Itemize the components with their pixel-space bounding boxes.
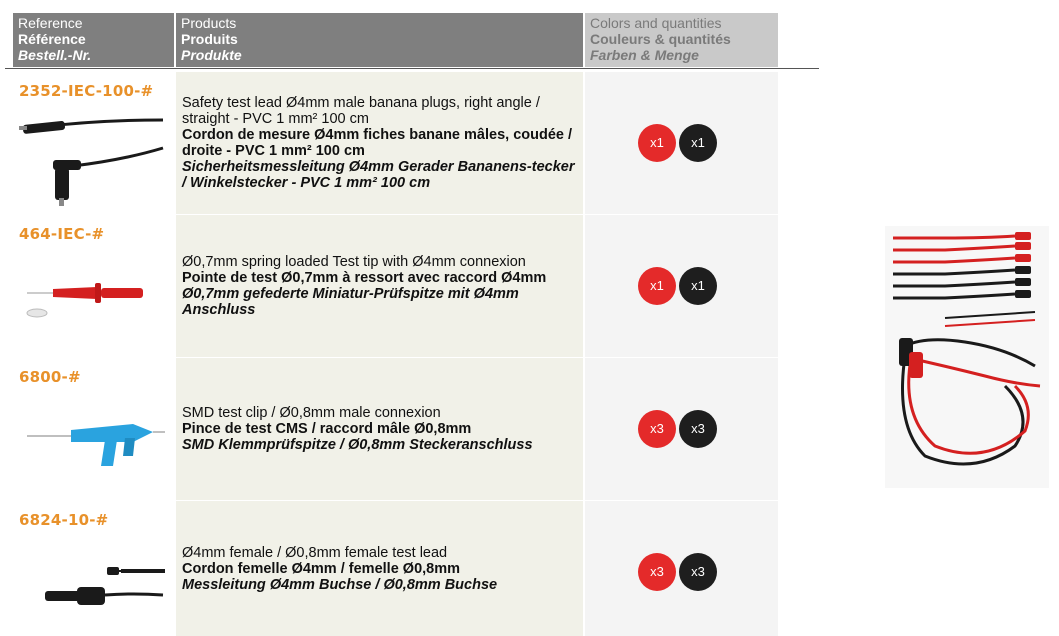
black-quantity-badge: x1 bbox=[679, 267, 717, 305]
header-colors bbox=[585, 13, 778, 67]
product-desc-fr: Pointe de test Ø0,7mm à ressort avec raccord Ø4mm bbox=[182, 270, 547, 286]
red-quantity-badge: x1 bbox=[638, 267, 676, 305]
test-tip-icon bbox=[13, 251, 174, 351]
product-desc-fr: Cordon de mesure Ø4mm fiches banane mâles, coudée / droite - PVC 1 mm² 100 cm bbox=[182, 127, 573, 159]
reference-cell bbox=[13, 358, 174, 500]
reference-cell bbox=[13, 215, 174, 357]
black-quantity-badge: x3 bbox=[679, 410, 717, 448]
product-desc-en: Ø0,7mm spring loaded Test tip with Ø4mm connexion bbox=[182, 254, 526, 270]
reference-cell bbox=[13, 501, 174, 636]
product-desc-de: SMD Klemmprüfspitze / Ø0,8mm Steckeranschluss bbox=[182, 437, 533, 453]
black-quantity-badge: x1 bbox=[679, 124, 717, 162]
header-reference-en: Reference bbox=[18, 15, 83, 31]
product-desc-en: Ø4mm female / Ø0,8mm female test lead bbox=[182, 544, 448, 561]
reference-code: 6800-# bbox=[19, 368, 81, 386]
product-cell bbox=[176, 72, 583, 214]
product-desc-en: SMD test clip / Ø0,8mm male connexion bbox=[182, 405, 441, 421]
female-lead-icon bbox=[13, 537, 174, 633]
reference-code: 2352-IEC-100-# bbox=[19, 82, 154, 100]
header-reference-fr: Référence bbox=[18, 31, 86, 47]
reference-code: 464-IEC-# bbox=[19, 225, 105, 243]
product-cell bbox=[176, 358, 583, 500]
product-desc-en: Safety test lead Ø4mm male banana plugs, right angle / straight - PVC 1 mm² 100 cm bbox=[182, 95, 540, 127]
product-cell bbox=[176, 501, 583, 636]
red-quantity-badge: x3 bbox=[638, 410, 676, 448]
header-colors-fr: Couleurs & quantités bbox=[590, 31, 731, 47]
product-desc-de: Messleitung Ø4mm Buchse / Ø0,8mm Buchse bbox=[182, 576, 498, 593]
header-products-en: Products bbox=[181, 15, 237, 31]
red-quantity-badge: x1 bbox=[638, 124, 676, 162]
header-reference bbox=[13, 13, 174, 67]
colors-cell bbox=[585, 72, 778, 214]
test-lead-icon bbox=[13, 108, 174, 208]
product-desc-fr: Pince de test CMS / raccord mâle Ø0,8mm bbox=[182, 421, 472, 437]
product-cell bbox=[176, 215, 583, 357]
red-quantity-badge: x3 bbox=[638, 553, 676, 591]
header-reference-de: Bestell.-Nr. bbox=[18, 47, 92, 63]
black-quantity-badge: x3 bbox=[679, 553, 717, 591]
product-desc-fr: Cordon femelle Ø4mm / femelle Ø0,8mm bbox=[182, 560, 461, 577]
colors-cell bbox=[585, 215, 778, 357]
header-divider bbox=[5, 68, 819, 69]
header-colors-en: Colors and quantities bbox=[590, 15, 722, 31]
reference-code: 6824-10-# bbox=[19, 511, 109, 529]
header-products bbox=[176, 13, 583, 67]
header-products-de: Produkte bbox=[181, 47, 242, 63]
header-colors-de: Farben & Menge bbox=[590, 47, 699, 63]
header-products-fr: Produits bbox=[181, 31, 238, 47]
colors-cell bbox=[585, 501, 778, 636]
accessory-kit-image bbox=[885, 226, 1049, 488]
reference-cell bbox=[13, 72, 174, 214]
product-desc-de: Ø0,7mm gefederte Miniatur-Prüfspitze mit Ø4mm Anschluss bbox=[182, 286, 519, 318]
product-desc-de: Sicherheitsmessleitung Ø4mm Gerader Bananens-tecker / Winkelstecker - PVC 1 mm² 100 cm bbox=[182, 159, 575, 191]
smd-clip-icon bbox=[13, 394, 174, 494]
colors-cell bbox=[585, 358, 778, 500]
